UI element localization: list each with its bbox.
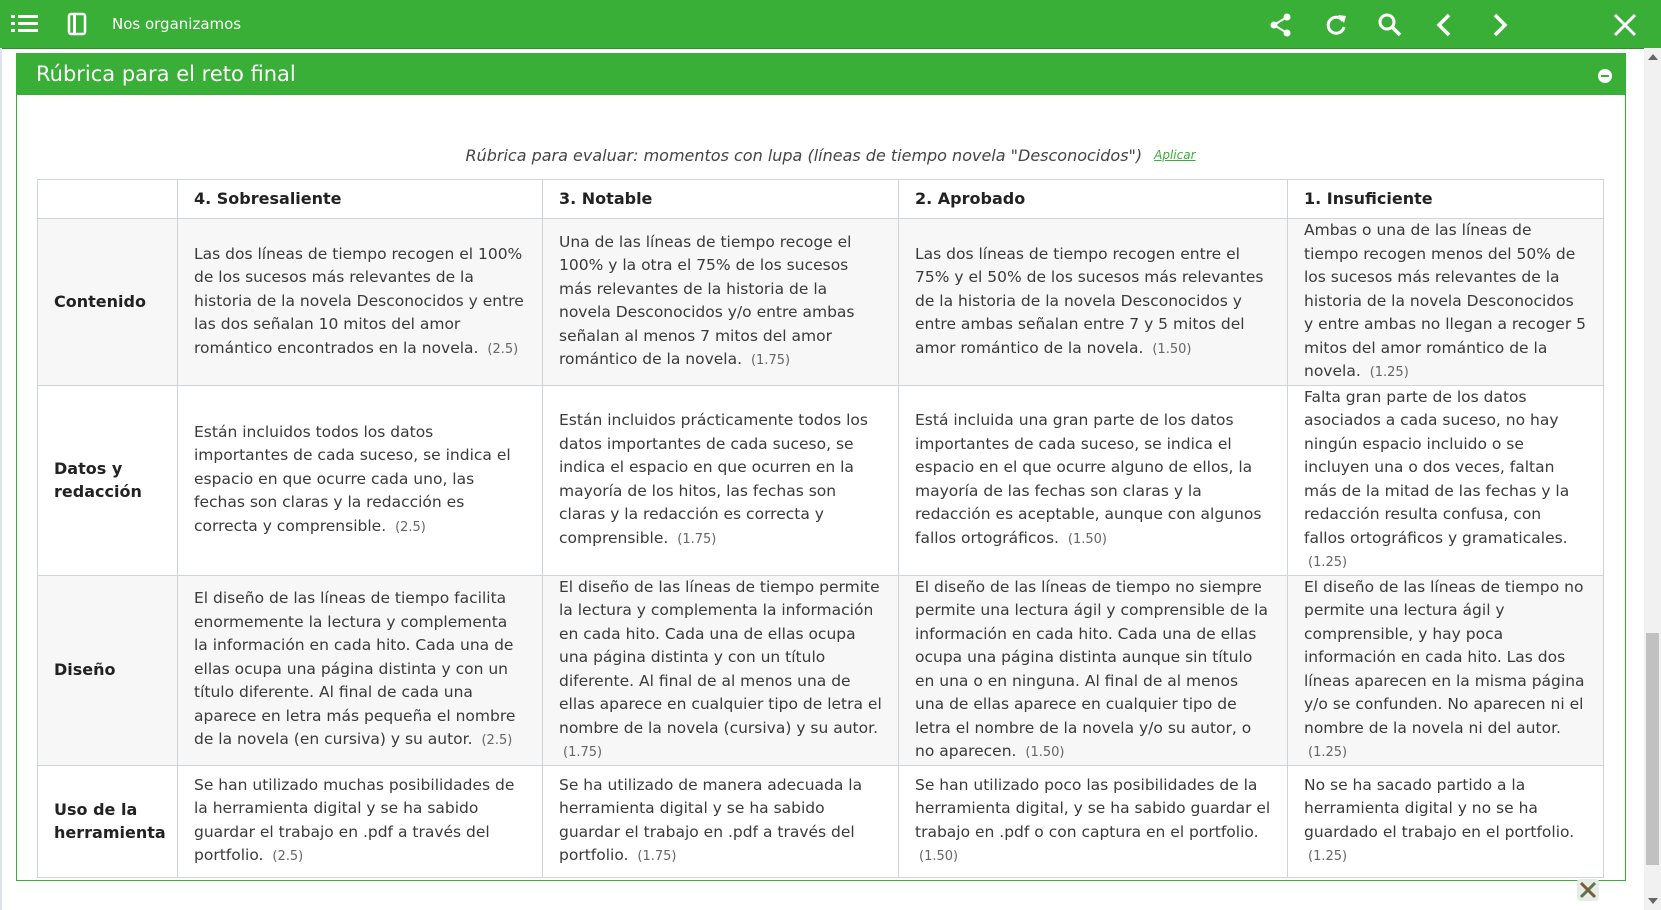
cell-score: (1.50): [1152, 341, 1192, 357]
close-icon[interactable]: [1612, 12, 1638, 38]
header-cell: 1. Insuficiente: [1288, 180, 1604, 219]
rubric-cell[interactable]: [178, 765, 543, 877]
chevron-right-icon[interactable]: [1486, 12, 1512, 38]
cell-score: (1.50): [1025, 745, 1065, 760]
cell-text: Están incluidos prácticamente todos los datos importantes de cada suceso, se indica el espacio en que ocurren en la mayoría de los hitos, las fechas son claras y la redacción es correcta y comprensible.: [559, 411, 868, 547]
scroll-up-arrow-icon[interactable]: [1648, 54, 1658, 60]
tools-icon[interactable]: [1575, 877, 1601, 903]
cell-text: Una de las líneas de tiempo recoge el 100% y la otra el 75% de los sucesos más relevantes de la historia de la novela Desconocidos y/o entre ambas señalan al menos 7 mitos del amor romántico de la novela.: [559, 232, 855, 369]
header-cell: 3. Notable: [543, 180, 899, 219]
caption-text: Rúbrica para evaluar: momentos con lupa (líneas de tiempo novela "Desconocidos"): [465, 146, 1143, 165]
rubric-cell[interactable]: [178, 385, 543, 575]
rubric-cell[interactable]: [1288, 219, 1604, 386]
cell-text: No se ha sacado partido a la herramienta digital y no se ha guardado el trabajo en el portfolio.: [1304, 775, 1575, 841]
list-menu-icon[interactable]: [10, 12, 40, 36]
table-row: [38, 385, 1604, 575]
rubric-cell[interactable]: [178, 219, 543, 386]
refresh-icon[interactable]: [1323, 12, 1349, 38]
rubric-cell[interactable]: [178, 575, 543, 765]
app-title: Nos organizamos: [112, 15, 242, 33]
cell-text: Está incluida una gran parte de los datos importantes de cada suceso, se indica el espacio en el que ocurre alguno de ellos, la mayoría de las fechas son claras y la redacción es aceptable, aunque con algunos fallos ortográficos.: [915, 411, 1262, 547]
header-cell: 4. Sobresaliente: [178, 180, 543, 219]
scrollbar-thumb[interactable]: [1646, 633, 1659, 865]
share-icon[interactable]: [1268, 12, 1294, 38]
cell-score: (1.25): [1308, 849, 1348, 864]
cell-score: (1.75): [637, 849, 677, 864]
table-row: [38, 575, 1604, 765]
rubric-cell[interactable]: [1288, 765, 1604, 877]
rubric-cell[interactable]: [1288, 385, 1604, 575]
rubric-cell[interactable]: [543, 575, 899, 765]
cell-score: (2.5): [272, 849, 304, 864]
cell-text: Falta gran parte de los datos asociados a cada suceso, no hay ningún espacio incluido o se incluyen una o dos veces, faltan más de la mitad de las fechas y la redacción resulta confusa, con fallos ortográficos y gramaticales.: [1304, 387, 1570, 547]
rubric-cell[interactable]: [899, 765, 1288, 877]
rubric-caption: [0, 146, 1661, 165]
left-edge: [0, 48, 2, 910]
rubric-cell[interactable]: [899, 575, 1288, 765]
cell-score: (1.50): [919, 849, 959, 864]
cell-score: (1.50): [1067, 531, 1107, 547]
rubric-cell[interactable]: [899, 385, 1288, 575]
cell-text: Están incluidos todos los datos importantes de cada suceso, se indica el espacio en que ocurre cada uno, las fechas son claras y la redacción es correcta y comprensible.: [194, 422, 511, 535]
criterion-label: Datos y redacción: [38, 385, 178, 575]
top-toolbar: [0, 0, 1661, 49]
table-header-row: [38, 180, 1604, 219]
panel-header: [16, 53, 1626, 95]
rubric-cell[interactable]: [1288, 575, 1604, 765]
cell-text: El diseño de las líneas de tiempo no permite una lectura ágil y comprensible, y hay poca información en cada hito. Las dos líneas aparecen en la misma página y/o se confunden. No aparecen ni el nombre de la novela ni del autor.: [1304, 577, 1585, 737]
cell-text: Ambas o una de las líneas de tiempo recogen menos del 50% de los sucesos más relevantes de la historia de la novela Desconocidos y entre ambas no llegan a recoger 5 mitos del amor romántico de la novela.: [1304, 221, 1586, 380]
cell-score: (1.75): [563, 745, 603, 760]
rubric-cell[interactable]: [543, 219, 899, 386]
panel-title: Rúbrica para el reto final: [36, 62, 296, 86]
cell-score: (1.75): [677, 531, 717, 547]
table-row: [38, 219, 1604, 386]
criterion-label: Diseño: [38, 575, 178, 765]
chevron-left-icon[interactable]: [1432, 12, 1458, 38]
cell-text: Las dos líneas de tiempo recogen el 100% de los sucesos más relevantes de la historia de la novela Desconocidos y entre las dos señalan 10 mitos del amor romántico encontrados en la novela.: [194, 244, 524, 357]
rubric-cell[interactable]: [543, 765, 899, 877]
vertical-scrollbar[interactable]: [1644, 48, 1661, 910]
cell-score: (1.25): [1369, 365, 1409, 380]
apply-link[interactable]: Aplicar: [1154, 148, 1196, 162]
cell-score: (1.25): [1308, 555, 1348, 570]
cell-text: El diseño de las líneas de tiempo no siempre permite una lectura ágil y comprensible de la información en cada hito. Cada una de ellas ocupa una página distinta aunque sin título en una o en ninguna. Al final de al menos una de ellas aparece en cualquier tipo de letra el nombre de la novela y/o su autor, o no aparecen.: [915, 577, 1268, 760]
rubric-cell[interactable]: [543, 385, 899, 575]
cell-score: (1.25): [1308, 745, 1348, 760]
cell-score: (2.5): [395, 519, 426, 535]
book-icon[interactable]: [66, 12, 88, 36]
criterion-label: Contenido: [38, 219, 178, 386]
search-icon[interactable]: [1377, 12, 1403, 38]
header-cell: 2. Aprobado: [899, 180, 1288, 219]
table-row: [38, 765, 1604, 877]
cell-score: (2.5): [487, 341, 519, 357]
cell-text: Se han utilizado poco las posibilidades de la herramienta digital, y se ha sabido guardar el trabajo en .pdf o con captura en el portfolio.: [915, 775, 1271, 841]
header-cell: [38, 180, 178, 219]
collapse-icon[interactable]: [1598, 69, 1612, 83]
cell-text: Las dos líneas de tiempo recogen entre el 75% y el 50% de los sucesos más relevantes de la historia de la novela Desconocidos y entre ambas señalan entre 7 y 5 mitos del amor romántico de la novela.: [915, 244, 1264, 357]
rubric-table: [37, 179, 1604, 878]
rubric-cell[interactable]: [899, 219, 1288, 386]
scroll-down-arrow-icon[interactable]: [1648, 898, 1658, 904]
cell-score: (2.5): [481, 733, 513, 749]
cell-text: El diseño de las líneas de tiempo facilita enormemente la lectura y complementa la información en cada hito. Cada una de ellas ocupa una página distinta y con un título diferente. Al final de cada una aparece en letra más pequeña el nombre de la novela (en cursiva) y su autor.: [194, 589, 516, 749]
cell-text: Se ha utilizado de manera adecuada la herramienta digital y se ha sabido guardar el trabajo en .pdf a través del portfolio.: [559, 775, 863, 864]
cell-text: El diseño de las líneas de tiempo permite la lectura y complementa la información en cada hito. Cada una de ellas ocupa una página distinta y con un título diferente. Al final de al menos una de ellas aparece en cualquier tipo de letra el nombre de la novela (cursiva) y su autor.: [559, 577, 882, 737]
criterion-label: Uso de la herramienta: [38, 765, 178, 877]
cell-text: Se han utilizado muchas posibilidades de la herramienta digital y se ha sabido guardar el trabajo en .pdf a través del portfolio.: [194, 775, 515, 864]
cell-score: (1.75): [750, 353, 791, 369]
